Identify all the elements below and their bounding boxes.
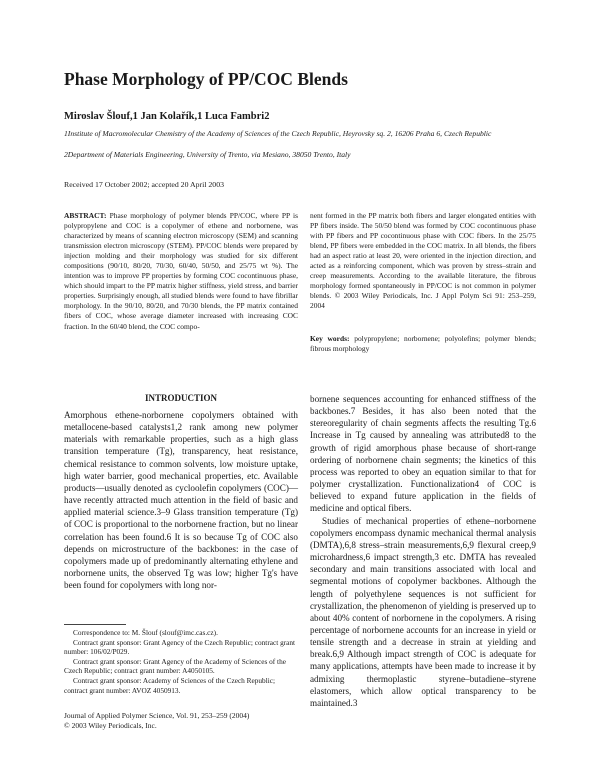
footnote-grant: Contract grant sponsor: Grant Agency of the Academy of Sciences of the Czech Republic; contract grant number: A4050105. [64,656,286,676]
paper-title: Phase Morphology of PP/COC Blends [64,69,348,89]
keywords-text: polypropylene; norbornene; polyolefins; polymer blends; fibrous morphology [310,334,537,354]
journal-reference: Journal of Applied Polymer Science, Vol. 91, 253–259 (2004) [64,711,250,720]
keywords [310,334,536,354]
introduction-paragraph: Studies of mechanical properties of ethene–norbornene copolymers encompass dynamic mechanical thermal analysis (DMTA),6,8 stress–strain measurements,6,9 flexural creep,9 microhardness,6 impact strength,3 etc. DMTA has revealed secondary and main transitions associated with local and segmental motions of copolymer backbones. Although the length of polyethylene sequences is not sufficient for crystallization, the phenomenon of yielding is preserved up to about 40% content of norbornene in the copolymers. A rising percentage of norbornene accounts for an increase in yield or tensile strength and a decrease in strain at yielding and break.6,9 Although impact strength of COC is adequate for many applications, attempts have been made to increase it by admixing thermoplastic styrene–butadiene–styrene elastomers, which allow optical transparency to be maintained.3 [310,515,536,708]
affiliation-2: 2Department of Materials Engineering, University of Trento, via Mesiano, 38050 Trento, Italy [64,150,351,159]
footnote-correspondence: Correspondence to: M. Šlouf (slouf@imc.cas.cz). [73,628,218,637]
footnote-divider [64,624,126,625]
received-date: Received 17 October 2002; accepted 20 April 2003 [64,180,225,189]
journal-citation [64,711,298,731]
introduction-left-column: Amorphous ethene-norbornene copolymers obtained with metallocene-based catalysts1,2 rank among new polymer materials with remarkable properties, such as a high glass transition temperature (Tg), transparency, heat resistance, chemical resistance to common solvents, low moisture uptake, high water barrier, good mechanical properties, etc. Available products—usually denoted as cycloolefin copolymers (COC)—have recently attracted much attention in the field of basic and applied material science.3–9 Glass transition temperature (Tg) of COC is proportional to the norbornene fraction, but no linear correlation has been found.6 It is so because Tg of COC also depends on microstructure of the backbones: in the case of copolymers made up of predominantly alternating ethylene and norbornene units, the observed Tg was low; higher Tg's have been found for copolymers with long nor- [64,410,298,591]
introduction-right-column [310,393,536,709]
footnote-grant: Contract grant sponsor: Grant Agency of the Czech Republic; contract grant number: 106/02/P029. [64,637,296,657]
abstract-text-right: nent formed in the PP matrix both fibers and larger elongated entities with PP fibers inside. The 50/50 blend was formed by COC cocontinuous phase with PP fibers and PP cocontinuous phase with COC fibers. In the 25/75 blend, PP fibers were embedded in the COC matrix. In all blends, the fibers had an aspect ratio at least 20, were oriented in the injection direction, and acted as a reinforcing component, which was proven by stress–strain and creep measurements. According to the available literature, the fibrous morphology formed spontaneously in PP/COC is not common in polymer blends. © 2003 Wiley Periodicals, Inc. J Appl Polym Sci 91: 253–259, 2004 [310,211,536,311]
footnotes [64,628,298,695]
abstract-left-column [64,211,298,332]
introduction-heading: INTRODUCTION [144,393,217,403]
abstract-label: ABSTRACT: [64,211,107,220]
affiliation-1: 1Institute of Macromolecular Chemistry of the Academy of Sciences of the Czech Republic, Heyrovsky sq. 2, 16206 Praha 6, Czech Republic [64,129,492,138]
introduction-paragraph: bornene sequences accounting for enhanced stiffness of the backbones.7 Besides, it has also been noted that the stereoregularity of chain segments affects the resulting Tg.6 Increase in Tg caused by annealing was attributed8 to the growth of rigid amorphous phase because of short-range ordering of norbornene chain segments; the kinetics of this process was reported to obey an equation similar to that for polymer crystallization. Functionalization4 of COC is believed to expand future application in the fields of medicine and optical fibers. [310,394,536,514]
copyright-line: © 2003 Wiley Periodicals, Inc. [64,720,157,730]
keywords-label: Key words: [310,334,350,343]
footnote-grant: Contract grant sponsor: Academy of Sciences of the Czech Republic; contract grant number: AVOZ 4050913. [64,675,276,695]
abstract-text-left: Phase morphology of polymer blends PP/COC, where PP is polypropylene and COC is a copolymer of ethene and norbornene, was characterized by means of scanning electron microscopy (SEM) and scanning transmission electron microscopy (STEM). PP/COC blends were prepared by injection molding and their morphology was studied for six different compositions (90/10, 80/20, 70/30, 60/40, 50/50, and 25/75 wt %). The intention was to improve PP properties by forming COC cocontinuous phase, which should impart to the PP matrix higher stiffness, yield stress, and barrier properties. Surprisingly enough, all studied blends were found to have fibrillar morphology. In the 90/10, 80/20, and 70/30 blends, the PP matrix contained fibers of COC, whose average diameter increased with increasing COC fraction. In the 60/40 blend, the COC compo- [64,211,298,331]
author-list: Miroslav Šlouf,1 Jan Kolařík,1 Luca Fambri2 [64,111,270,122]
